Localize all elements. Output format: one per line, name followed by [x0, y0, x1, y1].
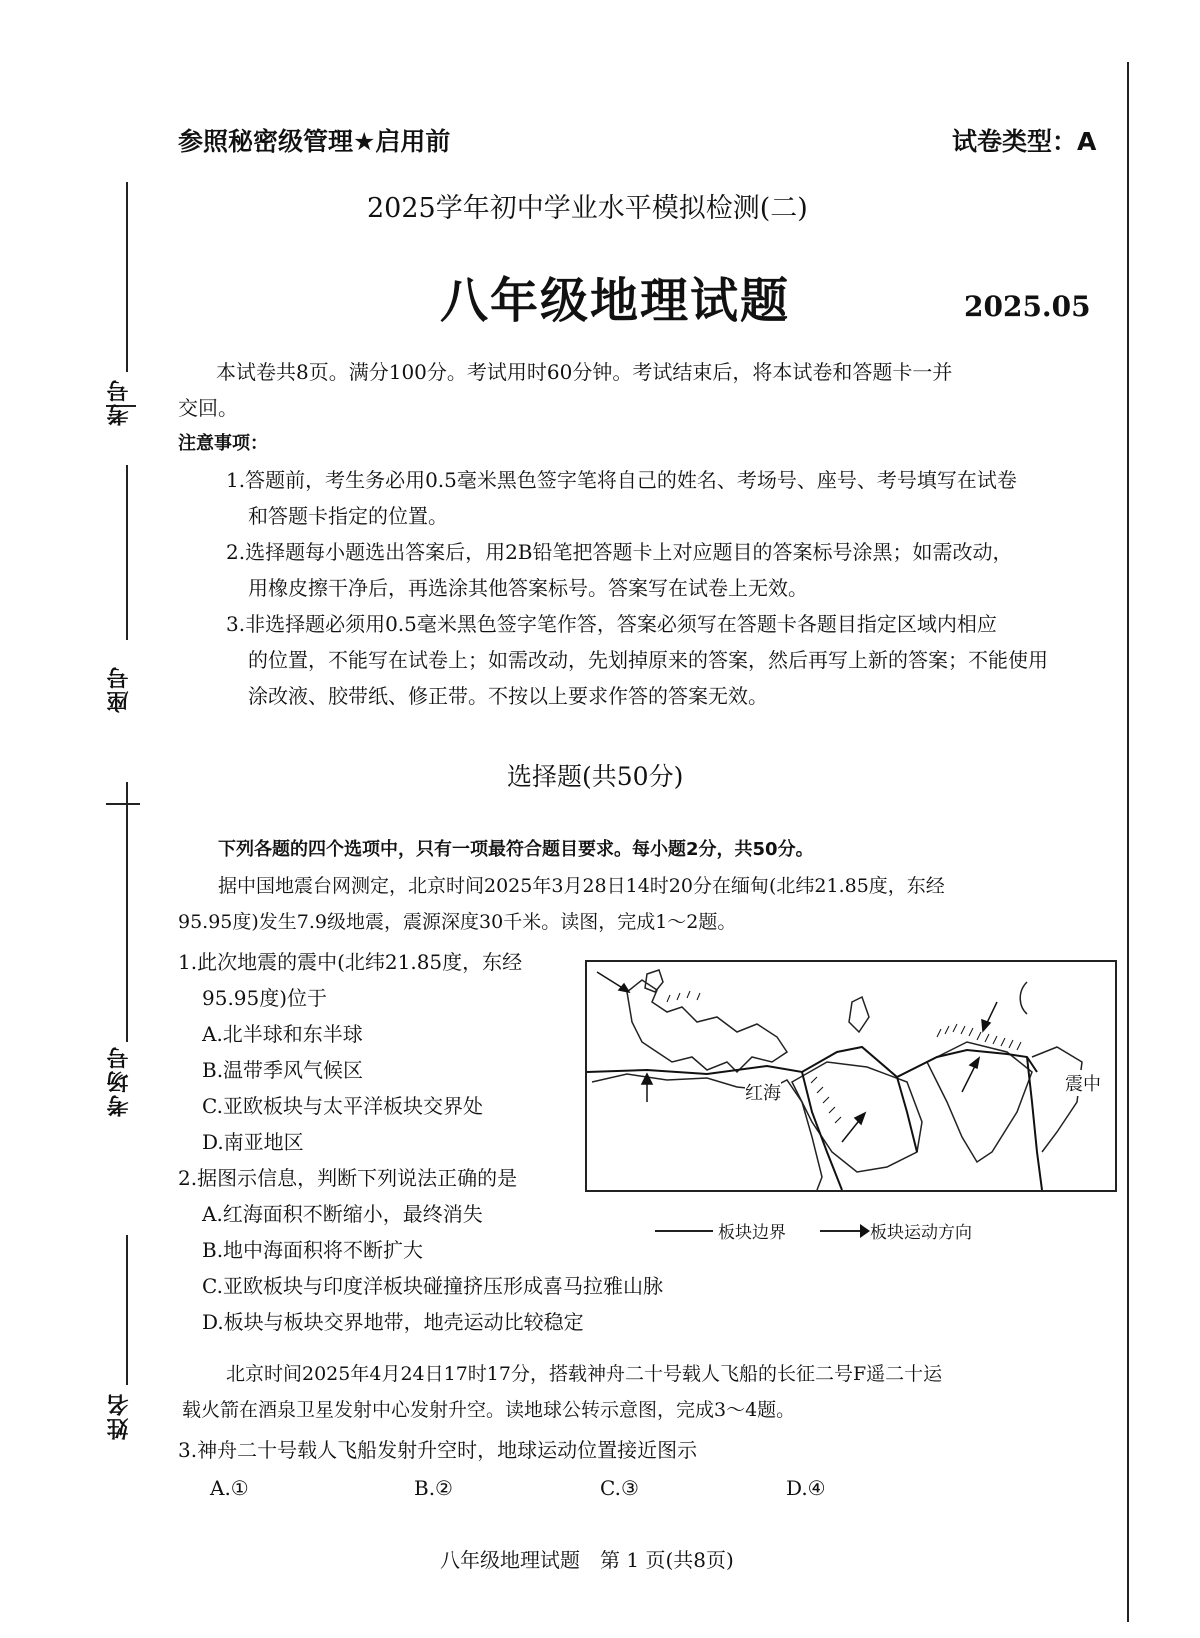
page-footer: 八年级地理试题 第 1 页(共8页): [440, 1548, 734, 1572]
margin-line-tick-2: [106, 803, 140, 805]
question-1-stem-line-1: 1.此次地震的震中(北纬21.85度，东经: [178, 950, 523, 974]
europe-coastline: [627, 980, 787, 1072]
legend-boundary-label: 板块边界: [718, 1223, 786, 1243]
intro-line-2: 交回。: [178, 396, 238, 420]
notice-item-3-line-1: 3.非选择题必须用0.5毫米黑色签字笔作答，答案必须写在答题卡各题目指定区域内相应: [226, 612, 997, 636]
margin-line-3: [126, 782, 128, 1042]
material-2-line-1: 北京时间2025年4月24日17时17分，搭载神舟二十号载人飞船的长征二号F遥二十运: [226, 1363, 943, 1385]
plate-boundary-arabian: [897, 1077, 917, 1152]
epicenter-label: 震中: [1065, 1070, 1101, 1096]
intro-line-1: 本试卷共8页。满分100分。考试用时60分钟。考试结束后，将本试卷和答题卡一并: [216, 360, 953, 384]
legend-motion-arrowhead: [860, 1224, 870, 1238]
seat-number-label: 座号: [107, 665, 132, 713]
question-2-option-a: A.红海面积不断缩小，最终消失: [202, 1202, 483, 1226]
notice-item-1-line-1: 1.答题前，考生务必用0.5毫米黑色签字笔将自己的姓名、考场号、座号、考号填写在试卷: [226, 468, 1017, 492]
secrecy-label: 参照秘密级管理★启用前: [178, 127, 451, 156]
question-2-option-b: B.地中海面积将不断扩大: [202, 1238, 424, 1262]
exam-number-label: 考号: [107, 378, 132, 426]
arrow-atlantic-head: [619, 984, 629, 992]
africa-coastline: [592, 1074, 822, 1190]
question-3-option-d: D.④: [786, 1476, 826, 1500]
notice-item-3-line-3: 涂改液、胶带纸、修正带。不按以上要求作答的答案无效。: [248, 684, 768, 708]
exam-room-label: 考场号: [107, 1045, 132, 1117]
question-1-option-a: A.北半球和东半球: [202, 1022, 363, 1046]
india-outline: [927, 1042, 1032, 1162]
notice-item-3-line-2: 的位置，不能写在试卷上；如需改动，先划掉原来的答案，然后再写上新的答案；不能使用: [248, 648, 1048, 672]
arrow-india-head: [970, 1058, 979, 1068]
notice-item-2-line-1: 2.选择题每小题选出答案后，用2B铅笔把答题卡上对应题目的答案标号涂黑；如需改动，: [226, 540, 1013, 564]
legend-boundary-line: [655, 1230, 713, 1232]
legend-motion-label: 板块运动方向: [870, 1223, 972, 1243]
zagros-hatching: [811, 1077, 841, 1123]
right-margin-line: [1127, 62, 1129, 1622]
question-3-stem: 3.神舟二十号载人飞船发射升空时，地球运动位置接近图示: [178, 1438, 698, 1462]
notice-item-2-line-2: 用橡皮擦干净后，再选涂其他答案标号。答案写在试卷上无效。: [248, 576, 808, 600]
map-drawing: [587, 962, 1115, 1190]
plate-boundary-north: [587, 1047, 1037, 1077]
material-1-line-1: 据中国地震台网测定，北京时间2025年3月28日14时20分在缅甸(北纬21.85度，东经: [218, 875, 945, 897]
page-title: 八年级地理试题: [440, 273, 791, 329]
question-3-option-b: B.②: [414, 1476, 453, 1500]
himalaya-hatching: [937, 1024, 1021, 1050]
material-1-line-2: 95.95度)发生7.9级地震，震源深度30千米。读图，完成1～2题。: [178, 911, 737, 933]
margin-line-2: [126, 465, 128, 640]
exam-subtitle: 2025学年初中学业水平模拟检测(二): [367, 193, 808, 224]
alps-hatching: [667, 991, 700, 1002]
legend-motion-line: [820, 1230, 862, 1232]
question-1-stem-line-2: 95.95度)位于: [202, 986, 328, 1010]
question-3-option-a: A.①: [210, 1476, 249, 1500]
material-2-line-2: 载火箭在酒泉卫星发射中心发射升空。读地球公转示意图，完成3～4题。: [182, 1399, 796, 1421]
margin-line-1: [126, 182, 128, 372]
notice-heading: 注意事项：: [178, 433, 268, 454]
southeast-asia-coast: [1032, 1047, 1082, 1152]
arrow-arabia-head: [855, 1113, 865, 1124]
plate-boundary-map: [585, 960, 1117, 1192]
section-instruction: 下列各题的四个选项中，只有一项最符合题目要求。每小题2分，共50分。: [218, 839, 814, 860]
caspian-sea: [849, 997, 869, 1032]
japan-island: [1020, 982, 1027, 1014]
question-1-option-b: B.温带季风气候区: [202, 1058, 364, 1082]
question-2-option-c: C.亚欧板块与印度洋板块碰撞挤压形成喜马拉雅山脉: [202, 1274, 663, 1298]
arrow-eurasia-head: [982, 1020, 990, 1031]
exam-date: 2025.05: [964, 290, 1091, 323]
plate-boundary-red-sea: [802, 1072, 842, 1190]
section-title: 选择题(共50分): [507, 762, 684, 791]
plate-boundary-east: [1027, 1057, 1042, 1190]
question-1-option-c: C.亚欧板块与太平洋板块交界处: [202, 1094, 483, 1118]
red-sea-label: 红海: [745, 1079, 781, 1105]
question-2-option-d: D.板块与板块交界地带，地壳运动比较稳定: [202, 1310, 584, 1334]
name-label: 姓名: [107, 1392, 132, 1440]
arrow-africa-head: [642, 1074, 652, 1084]
notice-item-1-line-2: 和答题卡指定的位置。: [248, 504, 448, 528]
question-1-option-d: D.南亚地区: [202, 1130, 304, 1154]
margin-line-4: [126, 1235, 128, 1385]
question-3-option-c: C.③: [600, 1476, 639, 1500]
question-2-stem: 2.据图示信息，判断下列说法正确的是: [178, 1166, 518, 1190]
paper-type-label: 试卷类型：A: [952, 127, 1097, 156]
